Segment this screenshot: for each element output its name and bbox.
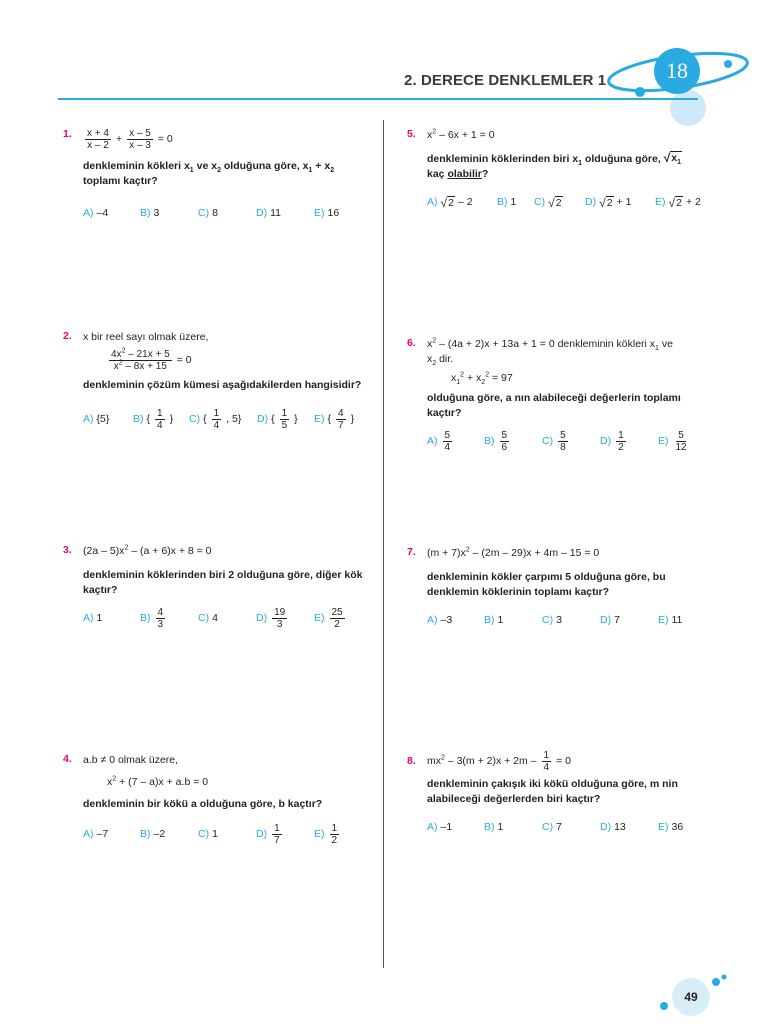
- question-number: 2.: [63, 330, 72, 342]
- question-number: 8.: [407, 755, 416, 767]
- question-number: 6.: [407, 337, 416, 349]
- question-6: [407, 337, 709, 453]
- option-c[interactable]: C) $\frac{5}{8}$: [542, 429, 566, 453]
- option-d[interactable]: D) 7: [600, 614, 620, 626]
- option-e[interactable]: E) 36: [658, 821, 684, 833]
- question-3: [63, 544, 365, 630]
- question-intro: a.b ≠ 0 olmak üzere,: [83, 754, 179, 766]
- option-b[interactable]: B) $\frac{4}{3}$: [140, 606, 164, 630]
- answer-options: [83, 606, 365, 630]
- option-b[interactable]: B) 3: [140, 207, 160, 219]
- fraction: $\frac{4x^2 - 21x + 5}{x^2 - 8x + 15}$: [111, 347, 170, 372]
- answer-options: [427, 190, 709, 214]
- option-c[interactable]: C) 7: [542, 821, 562, 833]
- option-e[interactable]: E) { $\frac{4}{7}$ }: [314, 407, 355, 431]
- option-d[interactable]: D) √ 2 + 1: [585, 195, 632, 210]
- option-e[interactable]: E) $\frac{5}{12}$: [658, 429, 687, 453]
- option-c[interactable]: C) 8: [198, 207, 218, 219]
- fraction: $\frac{x - 5}{x - 3}$: [129, 128, 151, 151]
- option-d[interactable]: D) 11: [256, 207, 281, 219]
- option-e[interactable]: E) 11: [658, 614, 683, 626]
- equation: $\frac{4x^2 - 21x + 5}{x^2 - 8x + 15}$ = 0: [111, 347, 192, 372]
- condition: $x_1^2 + x_2^2 = 97$: [451, 371, 513, 387]
- option-a[interactable]: A) –3: [427, 614, 453, 626]
- question-1: [63, 128, 365, 225]
- option-d[interactable]: D) { $\frac{1}{5}$ }: [257, 407, 298, 431]
- equation: $(m + 7)x^2 - (2m - 29)x + 4m - 15 = 0$: [427, 546, 600, 559]
- option-d[interactable]: D) $\frac{19}{3}$: [256, 606, 286, 630]
- header-divider: [58, 98, 698, 100]
- option-a[interactable]: A) –4: [83, 207, 109, 219]
- question-number: 4.: [63, 753, 72, 765]
- option-a[interactable]: A) –7: [83, 828, 109, 840]
- question-text: denkleminin kökler çarpımı 5 olduğuna göre, bu denklemin köklerinin toplamı kaçtır?: [427, 571, 666, 598]
- question-5: [407, 128, 709, 214]
- option-a[interactable]: A) $\frac{5}{4}$: [427, 429, 451, 453]
- option-d[interactable]: D) 13: [600, 821, 626, 833]
- option-a[interactable]: A) –1: [427, 821, 453, 833]
- question-text: denkleminin çözüm kümesi aşağıdakilerden hangisidir?: [83, 379, 362, 391]
- question-text: denkleminin çakışık iki kökü olduğuna göre, m nin alabileceği değerlerden biri kaçtır?: [427, 778, 678, 805]
- answer-options: [83, 201, 365, 225]
- option-e[interactable]: E) √ 2 + 2: [655, 195, 701, 210]
- question-8: [407, 750, 709, 839]
- option-d[interactable]: D) $\frac{1}{7}$: [256, 822, 280, 846]
- equation: $\frac{x + 4}{x - 2}$ + $\frac{x - 5}{x - 3}$ = 0: [87, 128, 173, 151]
- option-c[interactable]: C) √ 2: [534, 195, 562, 210]
- question-number: 3.: [63, 544, 72, 556]
- page-number: 49: [672, 978, 710, 1016]
- column-divider: [383, 120, 384, 968]
- question-text: denkleminin köklerinden biri 2 olduğuna göre, diğer kök kaçtır?: [83, 569, 363, 596]
- answer-options: [427, 608, 709, 632]
- answer-options: [427, 815, 709, 839]
- fraction: $\frac{x + 4}{x - 2}$: [87, 128, 109, 151]
- option-a[interactable]: A) √ 2 – 2: [427, 195, 473, 210]
- option-e[interactable]: E) 16: [314, 207, 340, 219]
- option-c[interactable]: C) 4: [198, 612, 218, 624]
- option-a[interactable]: A) {5}: [83, 413, 110, 425]
- question-4: [63, 753, 365, 846]
- question-2: [63, 330, 365, 431]
- option-b[interactable]: B) –2: [140, 828, 166, 840]
- sqrt: √ $x_1$: [663, 151, 682, 167]
- option-a[interactable]: A) 1: [83, 612, 103, 624]
- question-7: [407, 546, 709, 632]
- question-number: 7.: [407, 546, 416, 558]
- page-title: 2. DERECE DENKLEMLER 1: [404, 72, 607, 89]
- equation: $x^2 - (4a + 2)x + 13a + 1 = 0$ denkleminin kökleri $x_1$ ve $x_2$ dir.: [427, 337, 673, 368]
- question-text: denkleminin bir kökü a olduğuna göre, b kaçtır?: [83, 798, 323, 810]
- equation: $x^2 - 6x + 1 = 0$: [427, 128, 495, 141]
- option-c[interactable]: C) 3: [542, 614, 562, 626]
- option-d[interactable]: D) $\frac{1}{2}$: [600, 429, 624, 453]
- option-b[interactable]: B) { $\frac{1}{4}$ }: [133, 407, 174, 431]
- equation: $x^2 + (7 - a)x + a.b = 0$: [107, 775, 209, 788]
- question-text: denkleminin köklerinden biri $x_1$ olduğuna göre, √ $x_1$ kaç olabilir?: [427, 151, 682, 180]
- question-text: denkleminin kökleri $x_1$ ve $x_2$ olduğuna göre, $x_1 + x_2$ toplamı kaçtır?: [83, 160, 335, 187]
- answer-options: [427, 429, 709, 453]
- answer-options: [83, 822, 365, 846]
- option-b[interactable]: B) 1: [484, 821, 504, 833]
- equation: $(2a - 5)x^2 - (a + 6)x + 8 = 0$: [83, 544, 212, 557]
- option-b[interactable]: B) 1: [484, 614, 504, 626]
- option-b[interactable]: B) $\frac{5}{6}$: [484, 429, 508, 453]
- option-c[interactable]: C) { $\frac{1}{4}$ , 5}: [189, 407, 242, 431]
- question-intro: x bir reel sayı olmak üzere,: [83, 331, 209, 343]
- option-b[interactable]: B) 1: [497, 196, 517, 208]
- option-c[interactable]: C) 1: [198, 828, 218, 840]
- equation: $mx^2 - 3(m + 2)x + 2m$ – $\frac{1}{4}$ = 0: [427, 750, 571, 773]
- page-badge: 18: [654, 48, 700, 94]
- question-number: 5.: [407, 128, 416, 140]
- question-number: 1.: [63, 128, 72, 140]
- option-e[interactable]: E) $\frac{25}{2}$: [314, 606, 343, 630]
- answer-options: [83, 407, 365, 431]
- option-e[interactable]: E) $\frac{1}{2}$: [314, 822, 338, 846]
- question-text: olduğuna göre, a nın alabileceği değerlerin toplamı kaçtır?: [427, 392, 681, 419]
